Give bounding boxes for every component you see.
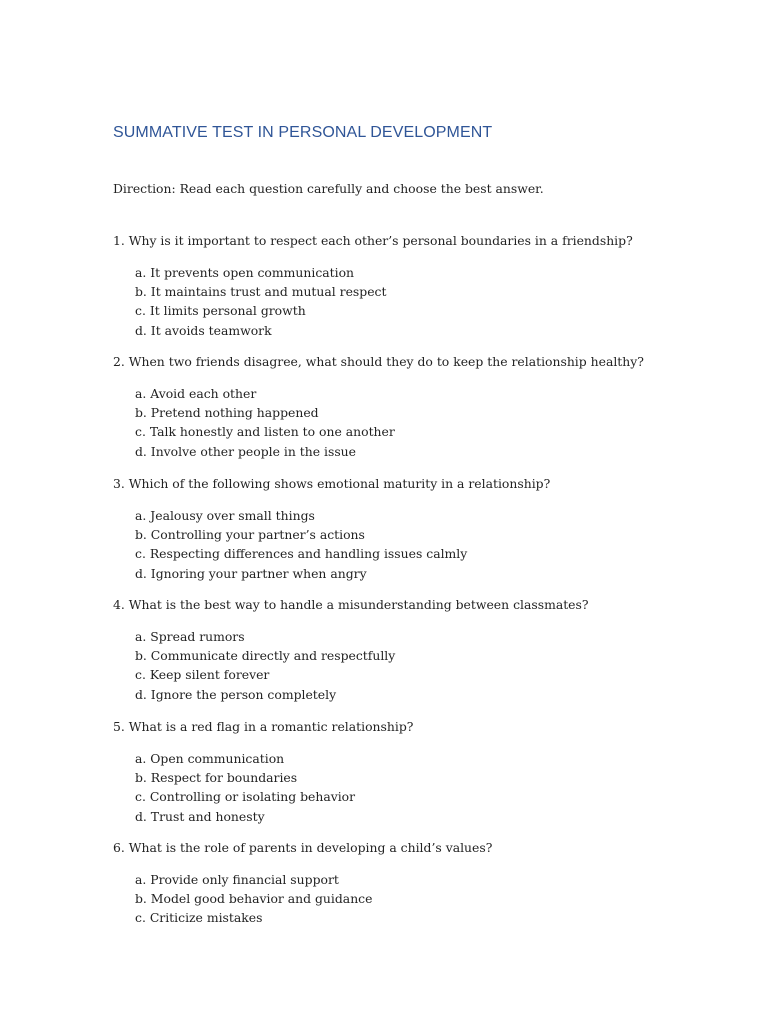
question-1 (113, 231, 633, 340)
answer-option: d. Trust and honesty (135, 808, 265, 824)
answer-option: a. Spread rumors (135, 629, 245, 644)
question-text: 3. Which of the following shows emotional maturity in a relationship? (113, 476, 551, 491)
answer-options (135, 263, 633, 340)
answer-option: a. It prevents open communication (135, 265, 355, 280)
answer-option: d. It avoids teamwork (135, 322, 272, 338)
question-3 (113, 474, 550, 583)
answer-option: d. Ignore the person completely (135, 686, 337, 702)
answer-option: c. Controlling or isolating behavior (135, 789, 356, 805)
answer-option: b. Respect for boundaries (135, 770, 298, 786)
answer-options (135, 749, 413, 826)
answer-option: b. Model good behavior and guidance (135, 891, 373, 907)
question-text: 6. What is the role of parents in developing a child’s values? (113, 840, 493, 855)
answer-option: d. Ignoring your partner when angry (135, 565, 367, 581)
answer-option: a. Provide only financial support (135, 872, 339, 887)
answer-option: b. Pretend nothing happened (135, 405, 319, 421)
answer-options (135, 870, 492, 928)
answer-option: b. Controlling your partner’s actions (135, 527, 365, 543)
answer-options (135, 384, 644, 461)
question-2 (113, 352, 644, 461)
question-6 (113, 838, 492, 928)
question-text: 5. What is a red flag in a romantic relationship? (113, 719, 414, 734)
answer-option: c. It limits personal growth (135, 303, 306, 319)
answer-option: a. Avoid each other (135, 386, 257, 401)
question-4 (113, 595, 589, 704)
question-text: 1. Why is it important to respect each other’s personal boundaries in a friendship? (113, 233, 633, 248)
answer-option: b. It maintains trust and mutual respect (135, 284, 387, 300)
document-title: SUMMATIVE TEST IN PERSONAL DEVELOPMENT (113, 124, 493, 141)
answer-option: a. Jealousy over small things (135, 508, 315, 523)
direction-text: Direction: Read each question carefully and choose the best answer. (113, 181, 544, 196)
answer-option: c. Criticize mistakes (135, 910, 263, 926)
answer-options (135, 627, 589, 704)
question-text: 2. When two friends disagree, what should they do to keep the relationship healthy? (113, 354, 644, 369)
question-text: 4. What is the best way to handle a misunderstanding between classmates? (113, 597, 589, 612)
question-5 (113, 717, 413, 826)
answer-option: a. Open communication (135, 751, 285, 766)
answer-options (135, 506, 550, 583)
answer-option: d. Involve other people in the issue (135, 443, 356, 459)
answer-option: b. Communicate directly and respectfully (135, 648, 396, 664)
answer-option: c. Talk honestly and listen to one another (135, 424, 395, 440)
answer-option: c. Respecting differences and handling issues calmly (135, 546, 468, 562)
answer-option: c. Keep silent forever (135, 667, 270, 683)
